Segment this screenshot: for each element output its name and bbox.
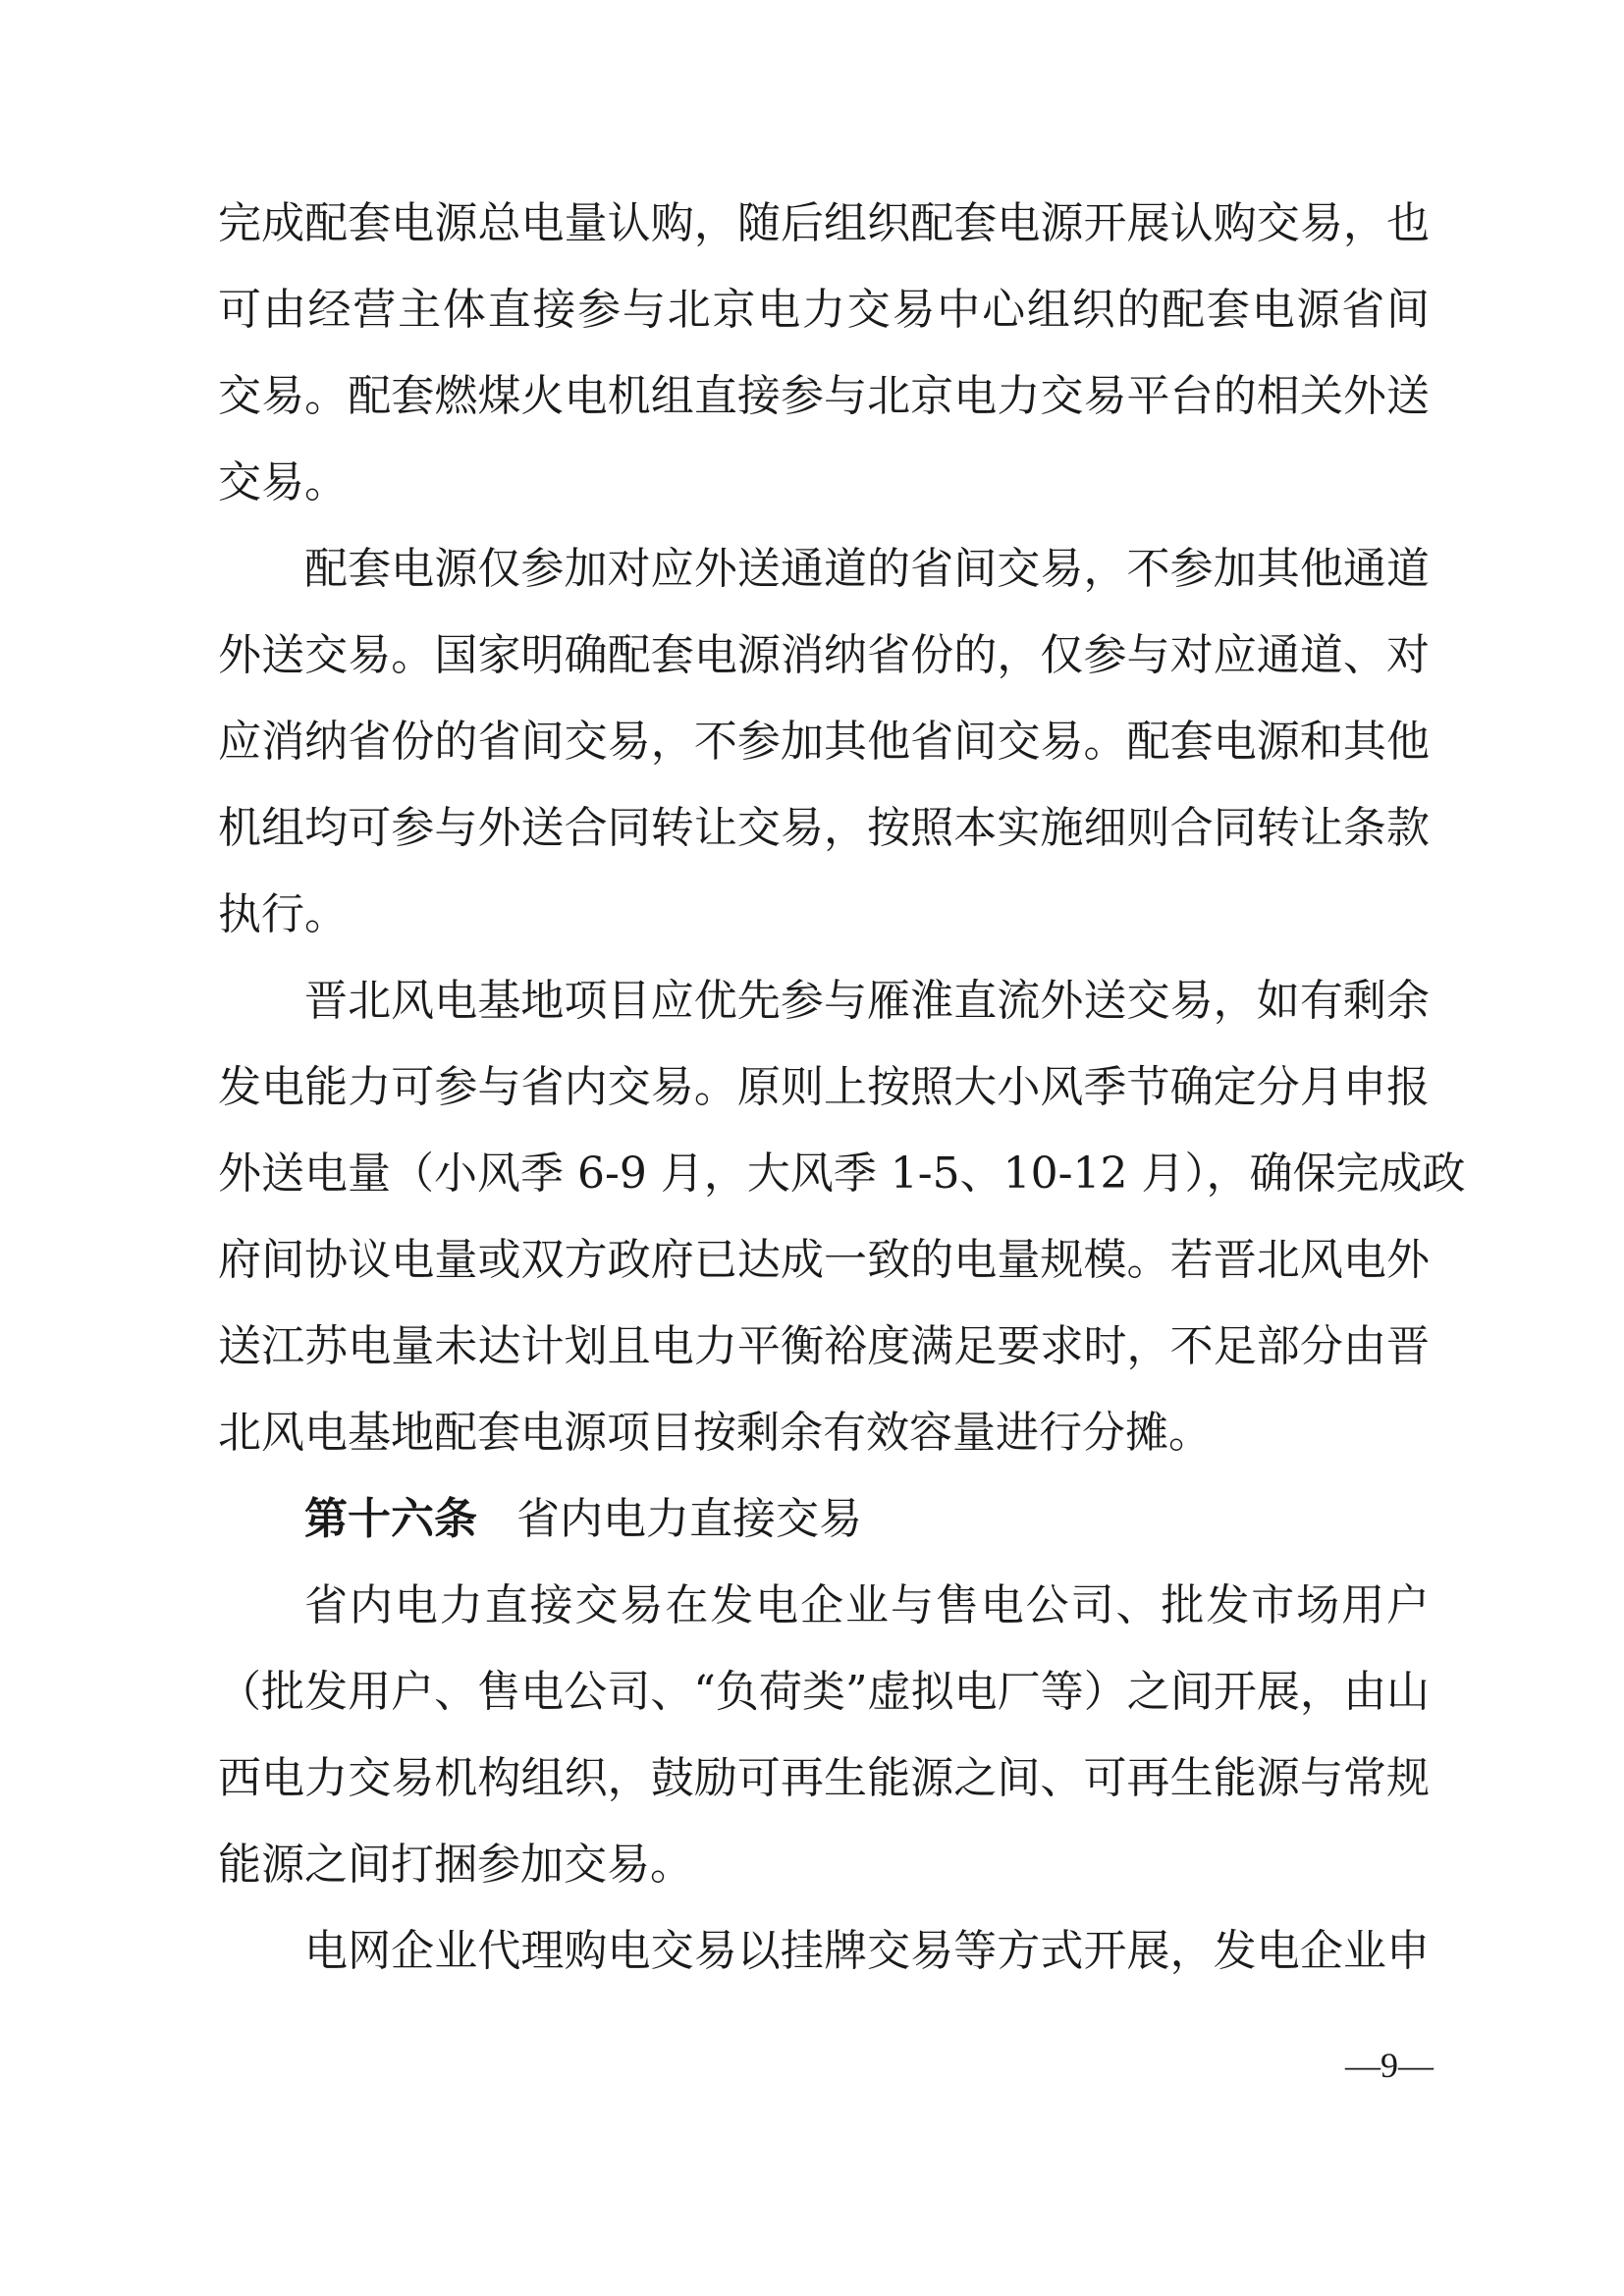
paragraph-line: 执行。 [218,889,348,939]
paragraph-line: 外送交易。国家明确配套电源消纳省份的，仅参与对应通道、对 [218,630,1430,680]
paragraph-line: 省内电力直接交易在发电企业与售电公司、批发市场用户 [304,1580,1430,1630]
paragraph-line: 外送电量（小风季 6-9 月，大风季 1-5、10-12 月），确保完成政 [218,1148,1466,1199]
article-title: 省内电力直接交易 [516,1494,862,1544]
article-number: 第十六条 [304,1494,477,1544]
paragraph-line: 应消纳省份的省间交易，不参加其他省间交易。配套电源和其他 [218,717,1430,767]
paragraph-line: 交易。配套燃煤火电机组直接参与北京电力交易平台的相关外送 [218,371,1430,421]
page-number: —9— [1345,2046,1434,2085]
paragraph-line: 完成配套电源总电量认购，随后组织配套电源开展认购交易，也 [218,198,1430,248]
article-heading [304,1476,1430,1563]
paragraph-line: 交易。 [218,457,348,507]
paragraph-line: 发电能力可参与省内交易。原则上按照大小风季节确定分月申报 [218,1062,1430,1112]
paragraph-line: 送江苏电量未达计划且电力平衡裕度满足要求时，不足部分由晋 [218,1321,1430,1371]
paragraph-line: 可由经营主体直接参与北京电力交易中心组织的配套电源省间 [218,285,1430,335]
paragraph-line: 北风电基地配套电源项目按剩余有效容量进行分摊。 [218,1408,1212,1458]
paragraph-line: 电网企业代理购电交易以挂牌交易等方式开展，发电企业申 [304,1926,1430,1976]
paragraph-line: 府间协议电量或双方政府已达成一致的电量规模。若晋北风电外 [218,1235,1430,1285]
paragraph-line: （批发用户、售电公司、“负荷类”虚拟电厂等）之间开展，由山 [218,1667,1430,1717]
paragraph-line: 西电力交易机构组织，鼓励可再生能源之间、可再生能源与常规 [218,1753,1430,1803]
paragraph-line: 晋北风电基地项目应优先参与雁淮直流外送交易，如有剩余 [304,976,1430,1026]
paragraph-line: 机组均可参与外送合同转让交易，按照本实施细则合同转让条款 [218,803,1430,853]
paragraph-line: 能源之间打捆参加交易。 [218,1840,693,1890]
paragraph-line: 配套电源仅参加对应外送通道的省间交易，不参加其他通道 [304,544,1430,594]
